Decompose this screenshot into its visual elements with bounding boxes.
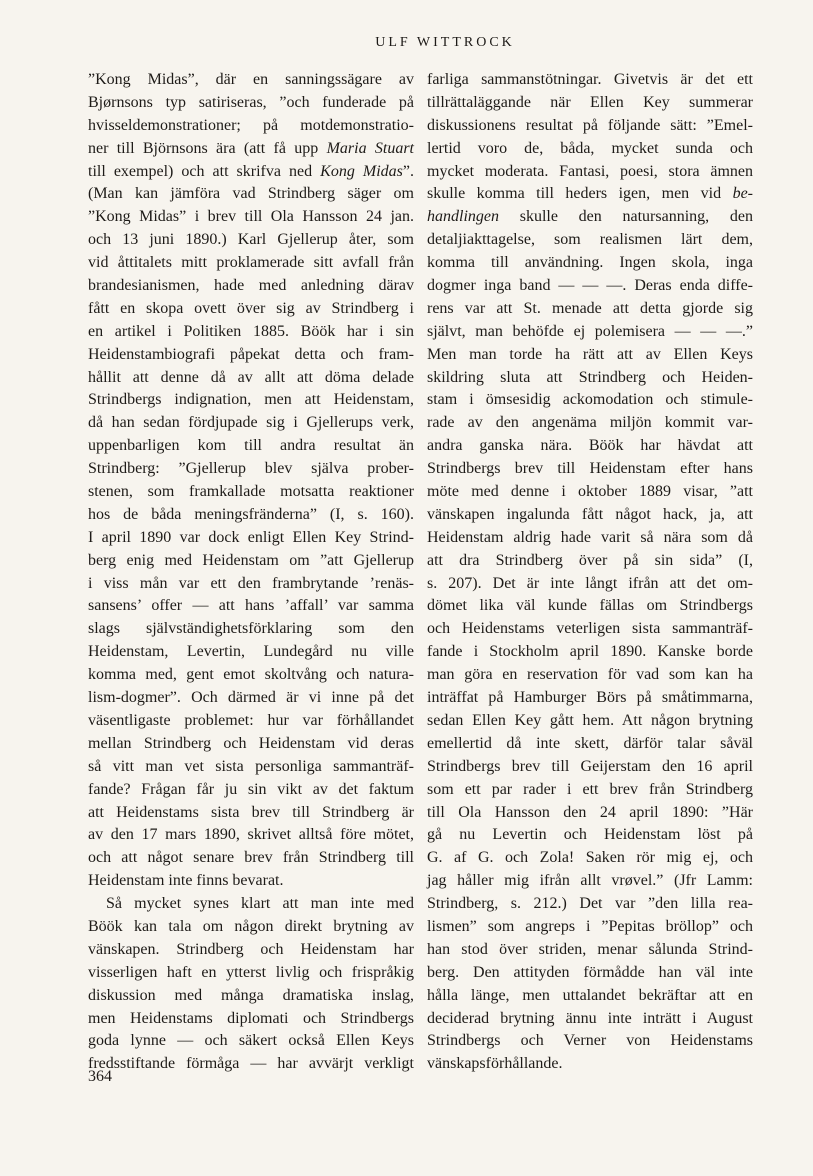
text-line xyxy=(427,206,753,229)
italic-title: be- xyxy=(732,185,753,203)
text-line: hvisseldemonstrationer; på motdemonstratio- xyxy=(88,116,414,134)
text-line: men Heidenstams diplomati och Strindbergs xyxy=(88,1009,414,1027)
text-line: stam i ömsesidig ackomodation och stimule- xyxy=(427,391,753,409)
text-line: jag håller mig ifrån allt vrøvel.” (Jfr Lamm: xyxy=(427,872,753,890)
text-line: vänskapen ingalunda fått något hack, ja, att xyxy=(427,505,753,523)
text-line: komma med, gent emot skoltvång och natura- xyxy=(88,666,414,684)
text-line: (Man kan jämföra vad Strindberg säger om xyxy=(88,185,414,203)
text-line: komma till användning. Ingen skola, inga xyxy=(427,254,753,272)
text-line: Så mycket synes klart att man inte med xyxy=(106,895,414,913)
text-line: stenen, som framkallade motsatta reaktioner xyxy=(88,483,414,501)
text-line: och Heidenstams veterligen sista sammanträf- xyxy=(427,620,753,638)
text-line: Strindberg, s. 212.) Det var ”den lilla rea- xyxy=(427,895,753,913)
text-line: rens var att St. menade att detta gjorde sig xyxy=(427,299,753,317)
text-line: fande i Stockholm april 1890. Kanske borde xyxy=(427,643,753,661)
text-line: Heidenstam inte finns bevarat. xyxy=(88,872,284,890)
text-line xyxy=(88,138,414,161)
text-segment: till exempel) och att skrifva ned xyxy=(88,162,321,180)
text-line: berg enig med Heidenstam om ”att Gjellerup xyxy=(88,551,414,569)
text-line: som ett par rader i ett brev från Strindberg xyxy=(427,780,753,798)
text-line: fått en skopa ovett över sig av Strindberg i xyxy=(88,299,414,317)
text-line: brandesianismen, hade med anledning därav xyxy=(88,277,414,295)
text-line: Böök kan tala om någon direkt brytning av xyxy=(88,917,414,935)
text-line: ”Kong Midas” i brev till Ola Hansson 24 jan. xyxy=(88,208,414,226)
text-line: I april 1890 var dock enligt Ellen Key Strind- xyxy=(88,528,414,546)
text-line: lismen” som angreps i ”Pepitas bröllop” och xyxy=(427,917,753,935)
text-line: vänskapsförhållande. xyxy=(427,1055,563,1073)
text-line: deciderad brytning ännu inte inträtt i August xyxy=(427,1009,753,1027)
text-line: Strindbergs indignation, men att Heidenstam, xyxy=(88,391,414,409)
text-line: dogmer inga band — — —. Deras enda diffe- xyxy=(427,277,753,295)
text-line: sedan Ellen Key gått hem. Att någon brytning xyxy=(427,711,753,729)
text-line: diskussionens resultat på följande sätt: ”Emel- xyxy=(427,116,753,134)
text-line: Strindbergs och Verner von Heidenstams xyxy=(427,1032,753,1050)
italic-title: handlingen xyxy=(427,208,499,226)
text-line: och 13 juni 1890.) Karl Gjellerup åter, som xyxy=(88,231,414,249)
text-line: Strindbergs brev till Geijerstam den 16 april xyxy=(427,757,753,775)
text-line: Heidenstam, Levertin, Lundegård nu ville xyxy=(88,643,414,661)
text-line: andra ganska nära. Böök har hävdat att xyxy=(427,437,753,455)
text-line: dömet lika väl kunde fällas om Strindbergs xyxy=(427,597,753,615)
text-line: så vitt man vet sista personliga sammanträf- xyxy=(88,757,414,775)
text-line: då han sedan fördjupade sig i Gjellerups verk, xyxy=(88,414,414,432)
text-line: Strindbergs brev till Heidenstam efter hans xyxy=(427,460,753,478)
text-line: mellan Strindberg och Heidenstam vid deras xyxy=(88,734,414,752)
text-segment: skulle den natursanning, den xyxy=(499,208,753,226)
text-line: att dra Strindberg över på sin sida” (I, xyxy=(427,551,753,569)
text-line: fredsstiftande förmåga — har avvärjt verkligt xyxy=(88,1055,414,1073)
text-line: och att något senare brev från Strindberg till xyxy=(88,849,414,867)
text-line: hos de båda meningsfränderna” (I, s. 160). xyxy=(88,505,414,523)
text-line: Heidenstambiografi påpekat detta och fram- xyxy=(88,345,414,363)
text-line: en artikel i Politiken 1885. Böök har i sin xyxy=(88,322,414,340)
text-line xyxy=(88,161,414,184)
text-line: rade av den angenäma miljön kommit var- xyxy=(427,414,753,432)
text-line: goda lynne — och säkert också Ellen Keys xyxy=(88,1032,414,1050)
text-line: hålla länge, men uttalandet bekräftar att en xyxy=(427,986,753,1004)
text-line: inträffat på Hamburger Börs på småtimmarna, xyxy=(427,689,753,707)
text-segment: ”. xyxy=(402,162,414,180)
text-line: han stod över striden, menar sålunda Strind- xyxy=(427,940,753,958)
text-line: av den 17 mars 1890, skrivet alltså före mötet, xyxy=(88,826,414,844)
text-line: till Ola Hansson den 24 april 1890: ”Här xyxy=(427,803,753,821)
text-line: i viss mån var ett den frambrytande ’renäs- xyxy=(88,574,414,592)
text-line: ”Kong Midas”, där en sanningssägare av xyxy=(88,71,414,88)
text-line: emellertid då inte skett, därför talar såväl xyxy=(427,734,753,752)
text-segment: ner till Björnsons ära (att få upp xyxy=(88,139,327,157)
text-line: visserligen haft en ytterst livlig och frispråkig xyxy=(88,963,414,981)
text-line: lism-dogmer”. Och därmed är vi inne på det xyxy=(88,689,414,707)
text-line: s. 207). Det är inte långt ifrån att det om- xyxy=(427,574,753,592)
text-line: fande? Frågan får ju sin vikt av det faktum xyxy=(88,780,414,798)
text-line: sansens’ offer — att hans ’affall’ var samma xyxy=(88,597,414,615)
text-line xyxy=(427,183,753,206)
running-header: ULF WITTROCK xyxy=(375,35,515,50)
text-line: Strindberg: ”Gjellerup blev själva prober- xyxy=(88,460,414,478)
text-line: hållit att denne då av allt att döma delade xyxy=(88,368,414,386)
text-line: man göra en reservation för vad som kan ha xyxy=(427,666,753,684)
text-line: slags självständighetsförklaring som den xyxy=(88,620,414,638)
page-number: 364 xyxy=(88,1068,112,1085)
text-line: uppenbarligen kom till andra resultat än xyxy=(88,437,414,455)
text-line: berg. Den attityden förmådde han väl inte xyxy=(427,963,753,981)
text-line: självt, man behöfde ej polemisera — — —.” xyxy=(427,322,753,340)
text-line: mycket moderata. Fantasi, poesi, stora ämnen xyxy=(427,162,753,180)
text-line: att Heidenstams sista brev till Strindberg är xyxy=(88,803,414,821)
right-column xyxy=(427,69,753,1076)
text-line: Heidenstam aldrig hade varit så nära som då xyxy=(427,528,753,546)
text-line: vid åttitalets mitt proklamerade sitt avfall från xyxy=(88,254,414,272)
text-line: Men man torde ha rätt att av Ellen Keys xyxy=(427,345,753,363)
text-line: Bjørnsons typ satiriseras, ”och funderade på xyxy=(88,93,414,111)
text-segment: skulle komma till heders igen, men vid xyxy=(427,185,733,203)
text-line: farliga sammanstötningar. Givetvis är det ett xyxy=(427,71,753,88)
text-line: vänskapen. Strindberg och Heidenstam har xyxy=(88,940,414,958)
italic-title: Kong Midas xyxy=(320,162,403,180)
text-line: möte med denne i oktober 1889 visar, ”att xyxy=(427,483,753,501)
text-line: tillrättaläggande när Ellen Key summerar xyxy=(427,93,753,111)
text-line: G. af G. och Zola! Saken rör mig ej, och xyxy=(427,849,753,867)
text-line: diskussion med många dramatiska inslag, xyxy=(88,986,414,1004)
text-line: lertid voro de, båda, mycket sunda och xyxy=(427,139,753,157)
text-line: skildring sluta att Strindberg och Heiden- xyxy=(427,368,753,386)
italic-title: Maria Stuart xyxy=(326,139,415,157)
text-line: gå nu Levertin och Heidenstam löst på xyxy=(427,826,753,844)
text-line: detaljiakttagelse, som realismen lärt dem, xyxy=(427,231,753,249)
text-line: väsentligaste problemet: hur var förhållandet xyxy=(88,711,414,729)
left-column xyxy=(88,69,414,1076)
